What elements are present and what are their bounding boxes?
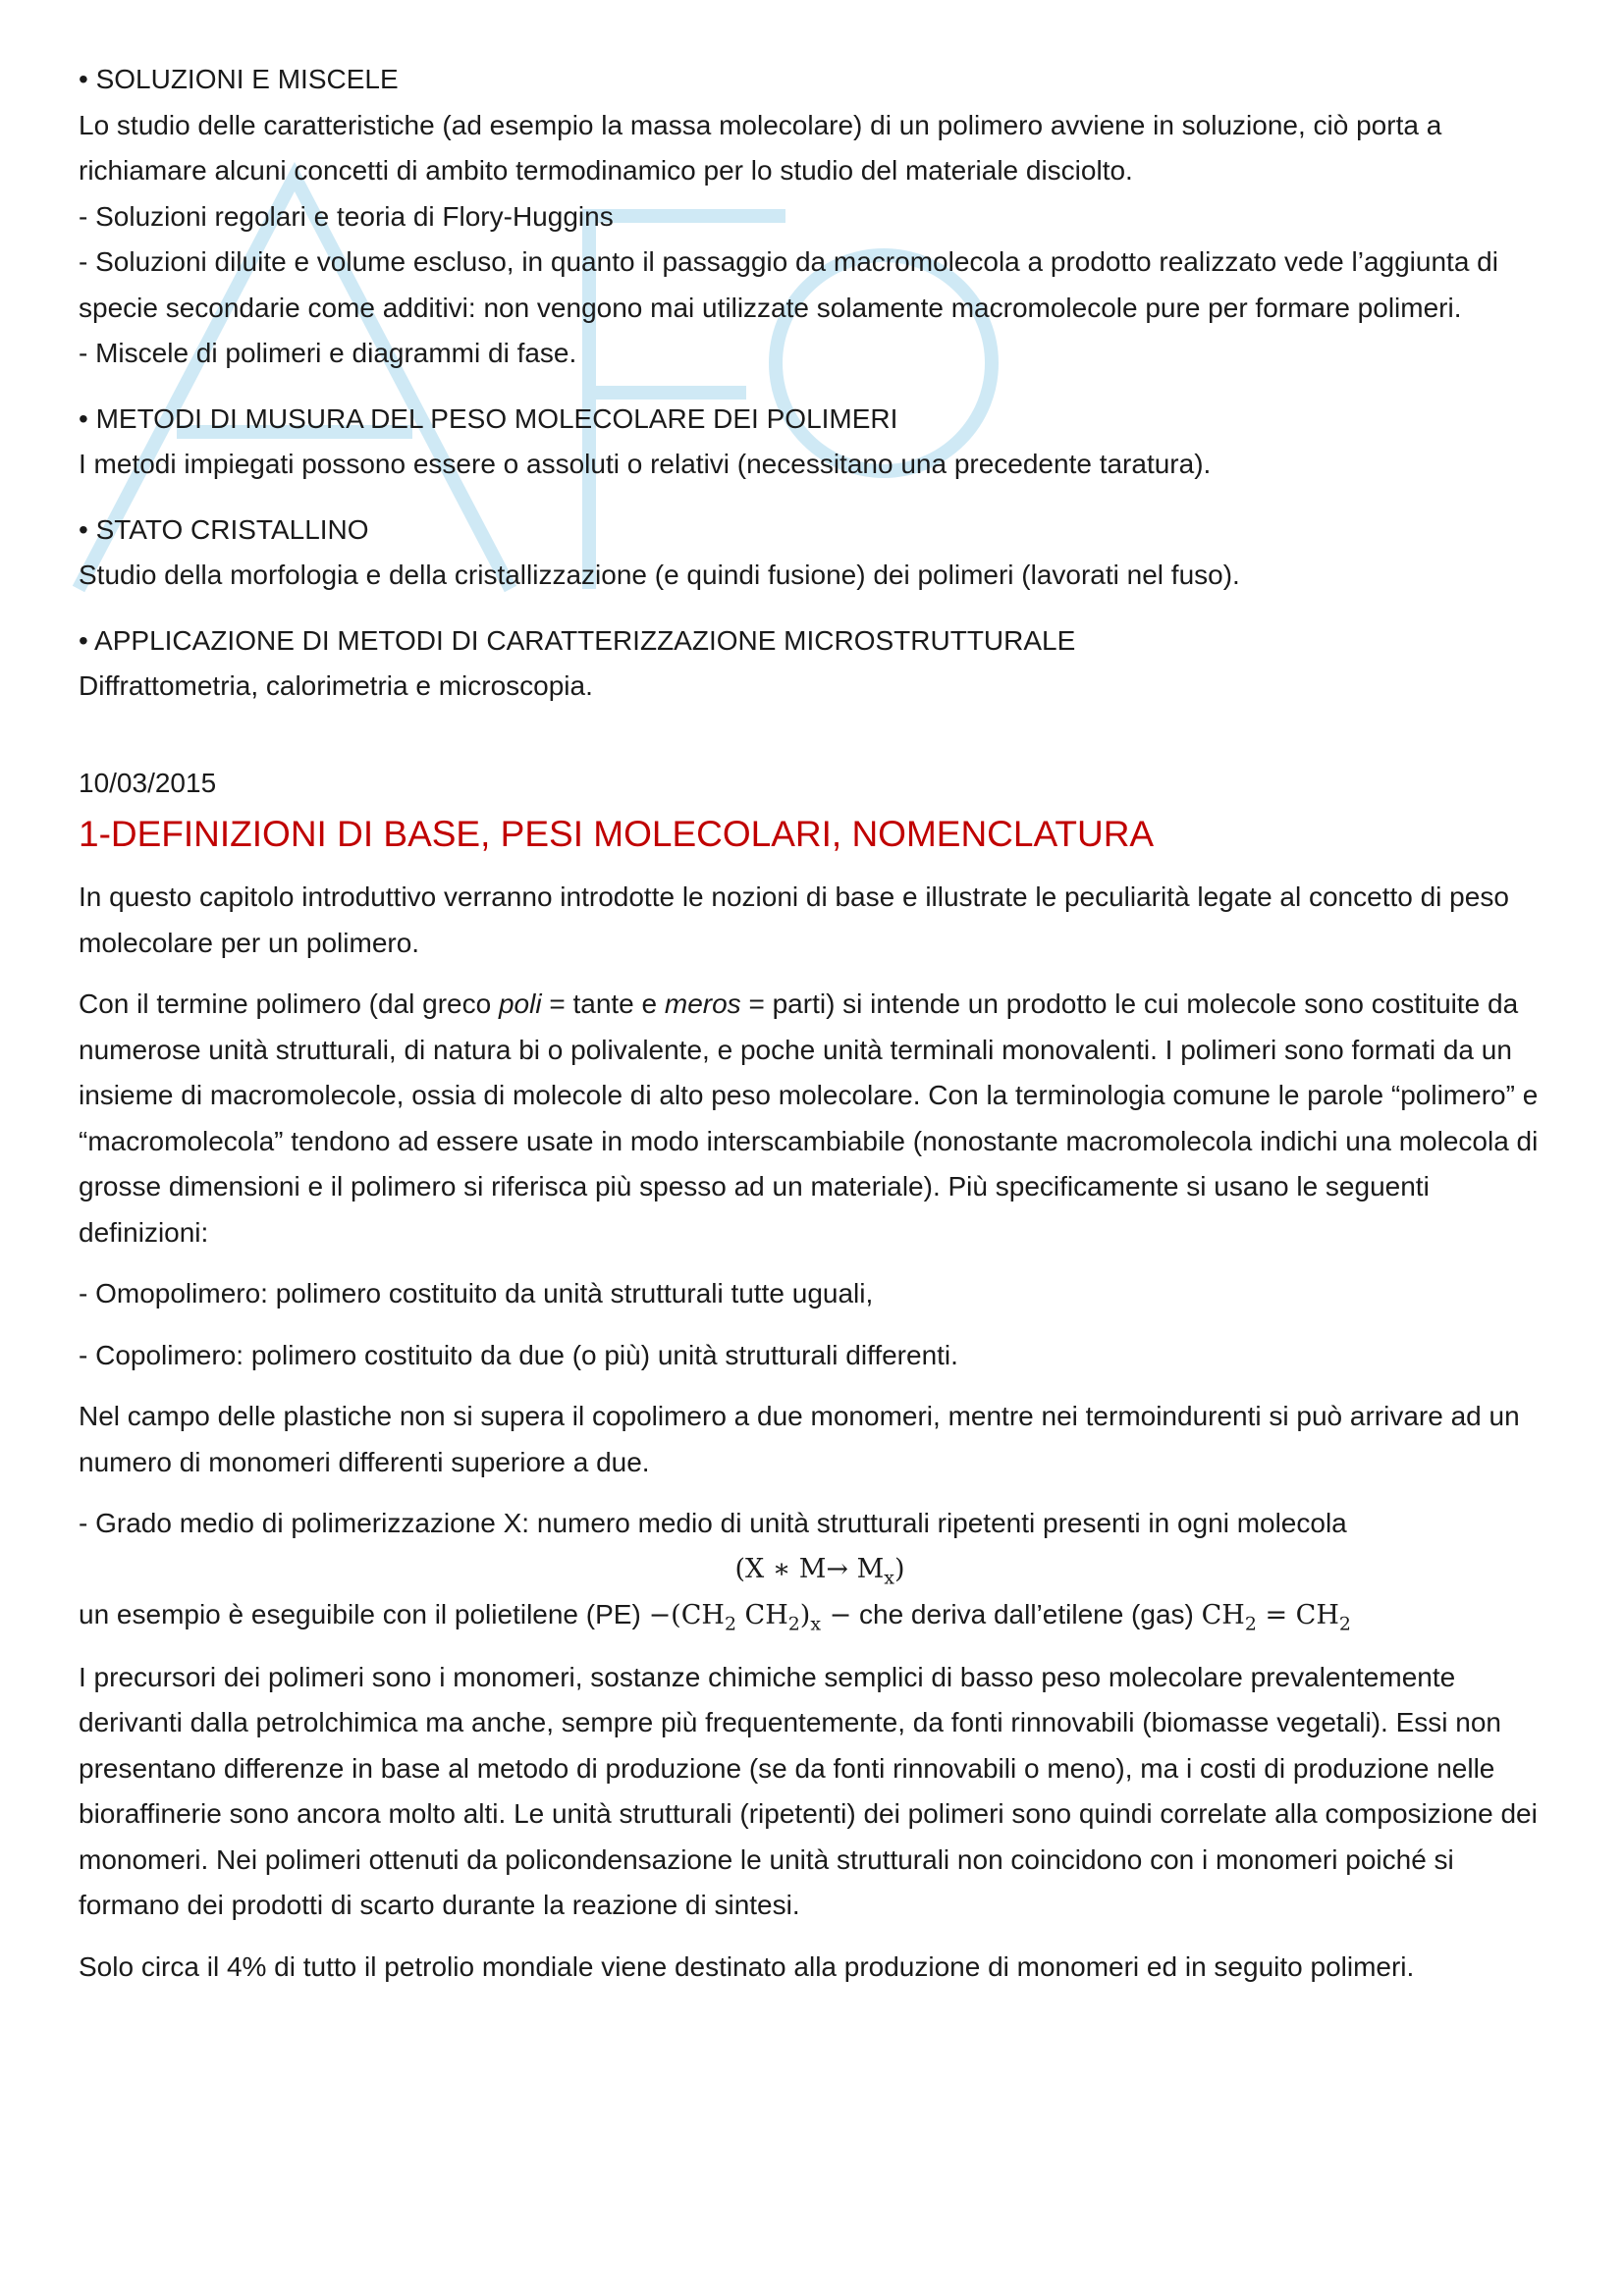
pe-formula (648, 1600, 852, 1635)
text-italic: poli (498, 988, 542, 1019)
document-page (79, 57, 1561, 1990)
text-run: che deriva dall’etilene (gas) (851, 1599, 1202, 1629)
section-text: Diffrattometria, calorimetria e microscopia. (79, 670, 593, 701)
example-line (79, 1592, 1561, 1639)
paragraph: Nel campo delle plastiche non si supera il copolimero a due monomeri, mentre nei termoindurenti si può arrivare ad un numero di monomeri differenti superiore a due. (79, 1401, 1520, 1477)
section-metodi-misura (79, 397, 1561, 488)
paragraph: I precursori dei polimeri sono i monomeri, sostanze chimiche semplici di basso peso molecolare prevalentemente derivanti dalla petrolchimica ma anche, sempre più frequentemente, da fonti rinnovabili (biomasse vegetali). Essi non presentano differenze in base al metodo di produzione (se da fonti rinnovabili o meno), ma i costi di produzione nelle bioraffinerie sono ancora molto alti. Le unità strutturali (ripetenti) dei polimeri sono quindi correlate alla composizione dei monomeri. Nei polimeri ottenuti da policondensazione le unità strutturali non coincidono con i monomeri poiché si formano dei prodotti di scarto durante la reazione di sintesi. (79, 1661, 1538, 1920)
formula (79, 1547, 1561, 1593)
list-item: - Soluzioni diluite e volume escluso, in quanto il passaggio da macromolecola a prodotto realizzato vede l’aggiunta di specie secondarie come additivi: non vengono mai utilizzate solamente macromolecole pure per formare polimeri. (79, 246, 1498, 323)
text-run: Con il termine polimero (dal greco (79, 988, 499, 1019)
section-title: • APPLICAZIONE DI METODI DI CARATTERIZZAZIONE MICROSTRUTTURALE (79, 624, 1076, 656)
formula-text: (X ∗ M→ M (734, 1553, 885, 1584)
formula-text: CH (735, 1600, 788, 1630)
text-italic: meros (664, 988, 741, 1019)
definition-item: - Copolimero: polimero costituito da due (o più) unità strutturali differenti. (79, 1339, 958, 1370)
section-text: I metodi impiegati possono essere o assoluti o relativi (necessitano una precedente taratura). (79, 449, 1212, 479)
lecture-date: 10/03/2015 (79, 767, 217, 798)
formula-subscript: x (810, 1613, 821, 1635)
section-text: Lo studio delle caratteristiche (ad esempio la massa molecolare) di un polimero avviene in soluzione, ciò porta a richiamare alcuni concetti di ambito termodinamico per lo studio del materiale disciolto. (79, 109, 1442, 186)
formula-subscript: x (884, 1566, 894, 1588)
section-soluzioni (79, 57, 1561, 377)
definition-item: - Grado medio di polimerizzazione X: numero medio di unità strutturali ripetenti presenti in ogni molecola (79, 1508, 1347, 1538)
formula-text: = CH (1256, 1600, 1339, 1630)
formula-text: ) (893, 1553, 905, 1584)
formula-subscript: 2 (1244, 1613, 1257, 1635)
formula-text: − (821, 1600, 852, 1630)
chapter-title: 1-DEFINIZIONI DI BASE, PESI MOLECOLARI, NOMENCLATURA (79, 814, 1155, 854)
section-title: • METODI DI MUSURA DEL PESO MOLECOLARE DEI POLIMERI (79, 402, 898, 434)
formula-subscript: 2 (787, 1613, 800, 1635)
formula-text: −(CH (648, 1600, 725, 1630)
definition-item: - Omopolimero: polimero costituito da unità strutturali tutte uguali, (79, 1278, 874, 1308)
paragraph (79, 982, 1561, 1255)
text-run: = parti) si intende un prodotto le cui molecole sono costituite da numerose unità strutturali, di natura bi o polivalente, e poche unità terminali monovalenti. I polimeri sono formati da un insieme di macromolecole, ossia di molecole di alto peso molecolare. Con la terminologia comune le parole “polimero” e “macromolecola” tendono ad essere usate in modo interscambiabile (nonostante macromolecola indichi una molecola di grosse dimensioni e il polimero si riferisca più spesso ad un materiale). Più specificamente si usano le seguenti definizioni: (79, 988, 1539, 1248)
formula-subscript: 2 (1338, 1613, 1351, 1635)
list-item: - Soluzioni regolari e teoria di Flory-Huggins (79, 200, 614, 232)
list-item: - Miscele di polimeri e diagrammi di fase. (79, 338, 577, 368)
section-caratterizzazione (79, 618, 1561, 710)
text-run: = tante e (541, 988, 665, 1019)
paragraph: In questo capitolo introduttivo verranno introdotte le nozioni di base e illustrate le peculiarità legate al concetto di peso molecolare per un polimero. (79, 881, 1509, 958)
paragraph: Solo circa il 4% di tutto il petrolio mondiale viene destinato alla produzione di monomeri ed in seguito polimeri. (79, 1950, 1415, 1982)
formula-text: ) (799, 1600, 811, 1630)
section-text: Studio della morfologia e della cristallizzazione (e quindi fusione) dei polimeri (lavorati nel fuso). (79, 560, 1240, 590)
formula-subscript: 2 (724, 1613, 736, 1635)
text-run: un esempio è eseguibile con il polietilene (PE) (79, 1599, 649, 1629)
formula-text: CH (1201, 1600, 1245, 1630)
section-title: • SOLUZIONI E MISCELE (79, 64, 399, 94)
section-title: • STATO CRISTALLINO (79, 513, 369, 545)
section-stato-cristallino (79, 507, 1561, 599)
ethylene-formula (1201, 1600, 1351, 1635)
